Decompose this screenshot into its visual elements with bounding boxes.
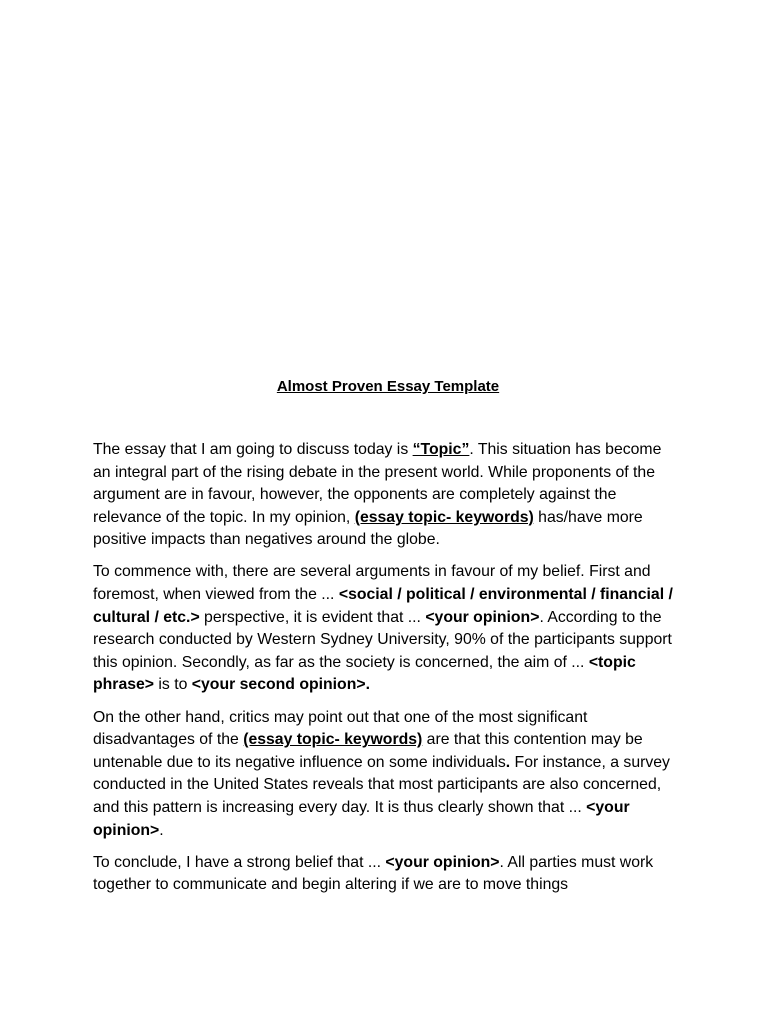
text-run: is to [154, 676, 192, 694]
text-run: The essay that I am going to discuss today is [93, 441, 413, 458]
text-run: has/have more positive impacts than negatives around the globe. [93, 508, 643, 549]
document-title: Almost Proven Essay Template [276, 378, 500, 395]
document-body [93, 439, 683, 897]
text-run: To commence with, there are several arguments in favour of my belief. First and foremost, when viewed from the ... [93, 563, 651, 604]
emphasis-run: <social / political / environmental / financial / cultural / etc.> [93, 586, 673, 626]
emphasis-run: “Topic” [412, 441, 470, 458]
emphasis-run: (essay topic- keywords) [243, 731, 423, 749]
text-run: . According to the research conducted by Western Sydney University, 90% of the participants support this opinion. Secondly, as far as the society is concerned, the aim of ... [93, 608, 672, 671]
paragraph-3 [93, 707, 683, 843]
text-run: For instance, a survey conducted in the United States reveals that most participants are also concerned, and this pattern is increasing every day. It is thus clearly shown that ... [93, 753, 670, 816]
text-run: To conclude, I have a strong belief that ... [93, 853, 386, 871]
paragraph-1 [93, 439, 683, 552]
text-run: are that this contention may be untenable due to its negative influence on some individuals [93, 731, 643, 771]
text-run: . This situation has become an integral part of the rising debate in the present world. While proponents of the argument are in favour, however, the opponents are completely against the relevance of the topic. In my opinion, [93, 441, 662, 526]
text-run: perspective, it is evident that ... [199, 608, 426, 626]
paragraph-2 [93, 561, 683, 697]
text-run: . [159, 821, 164, 839]
emphasis-run: <your opinion> [425, 608, 540, 626]
emphasis-run: <topic phrase> [93, 653, 636, 694]
paragraph-4 [93, 852, 683, 897]
text-run: . All parties must work together to communicate and begin altering if we are to move things [93, 853, 654, 894]
emphasis-run: . [505, 753, 511, 771]
emphasis-run: (essay topic- keywords) [354, 508, 534, 526]
emphasis-run: <your second opinion>. [191, 676, 370, 694]
emphasis-run: <your opinion> [385, 853, 500, 871]
document-page [93, 376, 683, 906]
emphasis-run: <your opinion> [93, 798, 630, 839]
text-run: On the other hand, critics may point out that one of the most significant disadvantages of the [93, 708, 588, 749]
